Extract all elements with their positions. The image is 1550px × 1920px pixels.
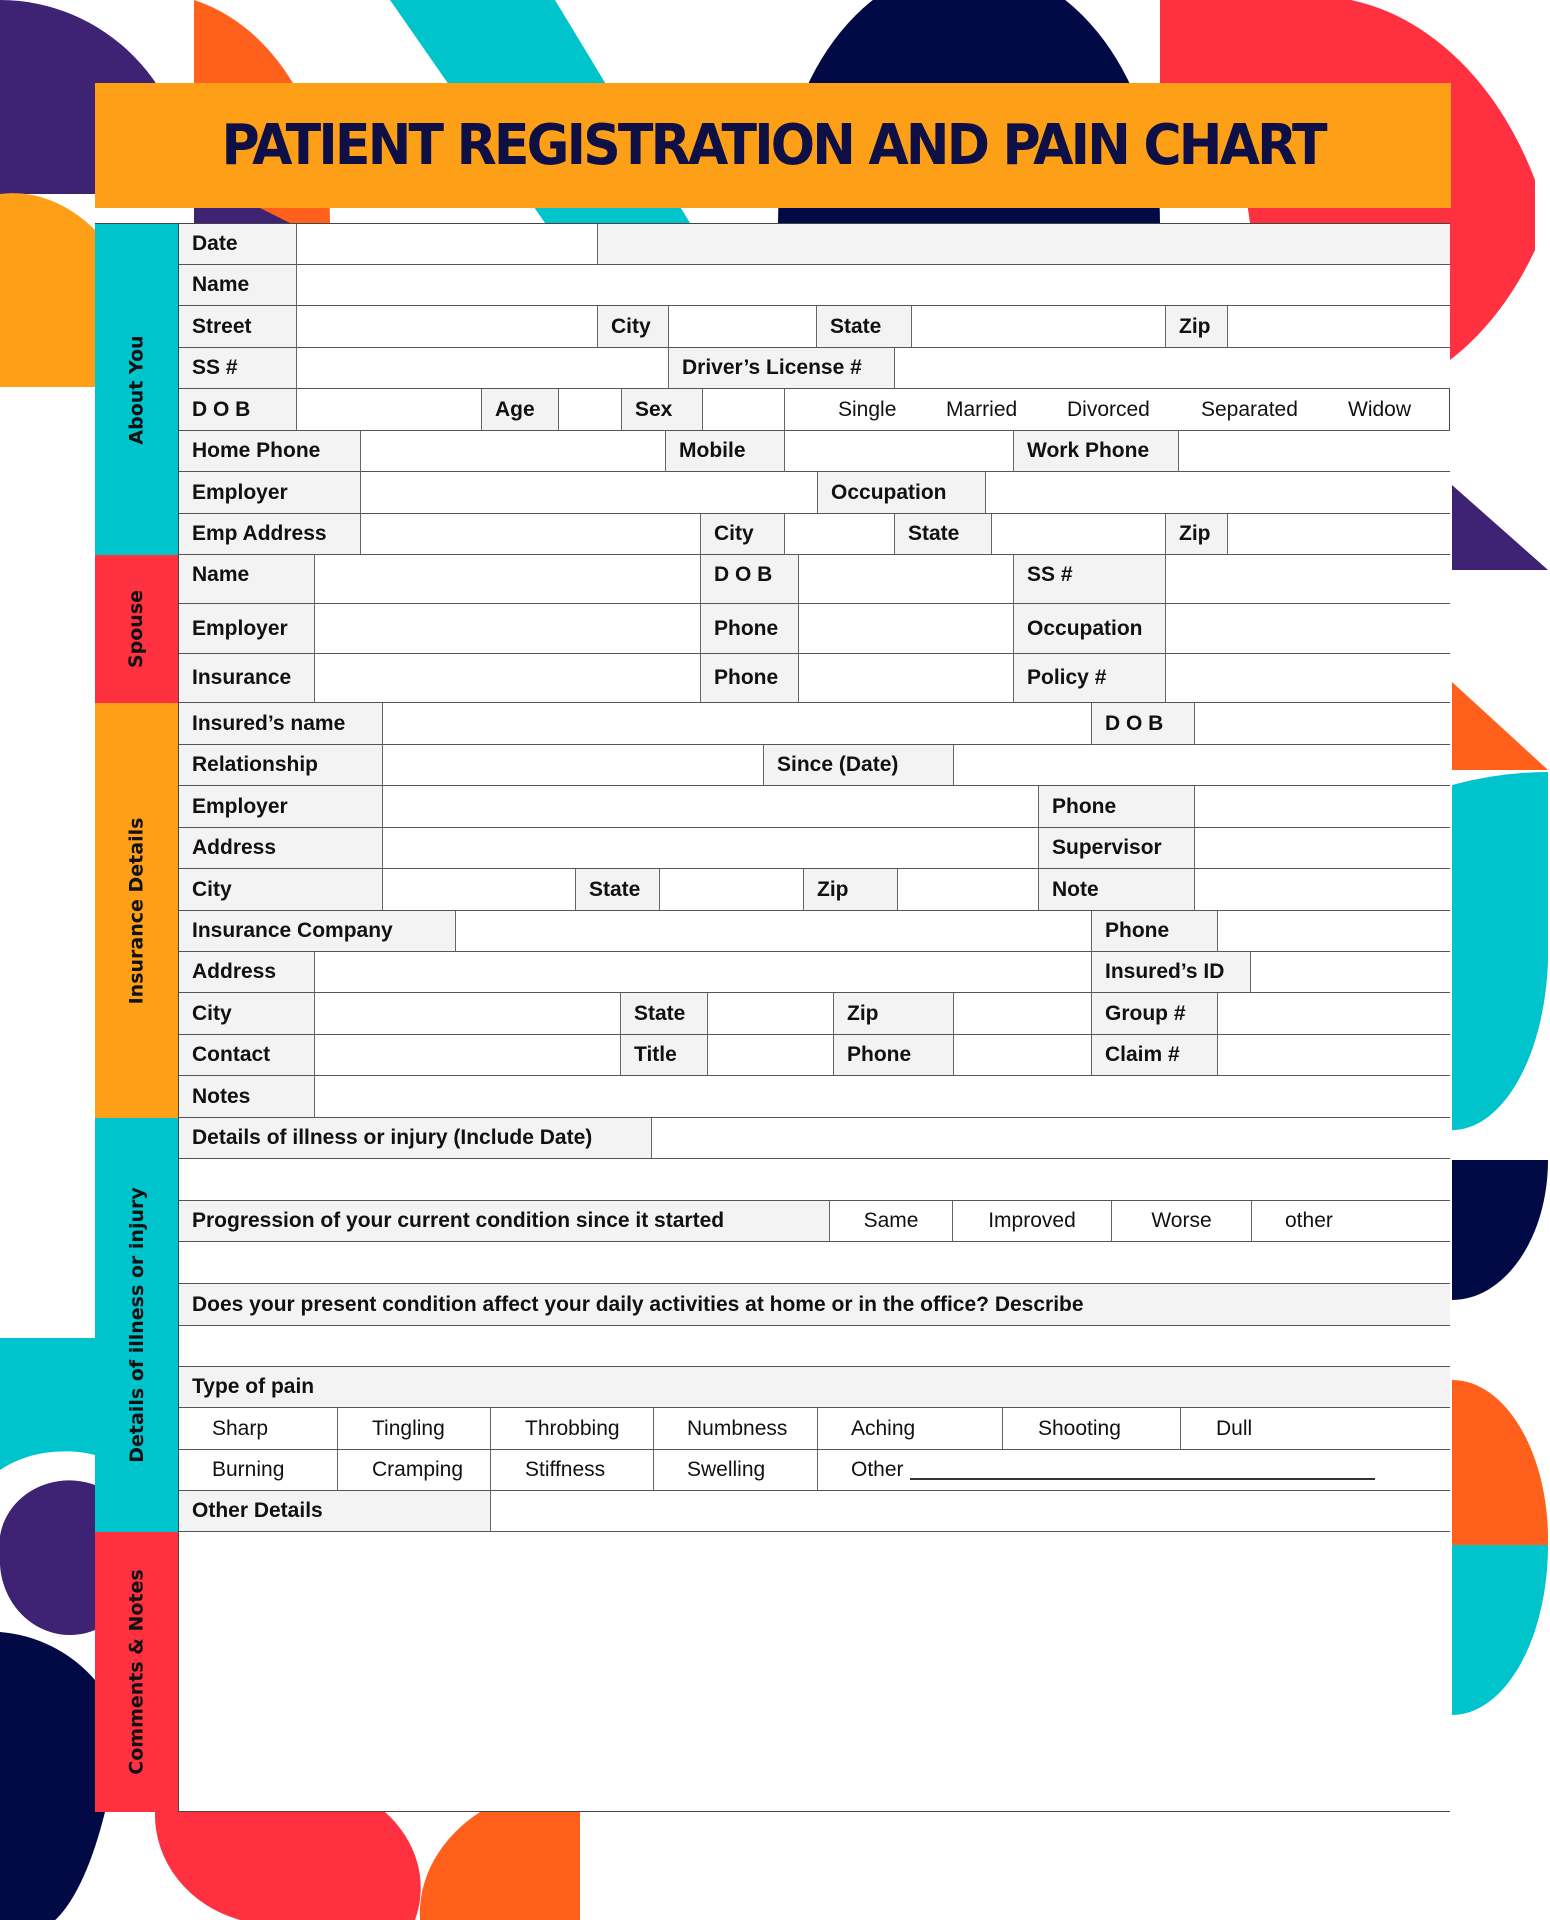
company-zip-field[interactable] bbox=[954, 993, 1092, 1035]
insured-employer-field[interactable] bbox=[383, 786, 1039, 828]
contact-phone-field[interactable] bbox=[954, 1035, 1092, 1076]
label-insured-city: City bbox=[179, 869, 383, 911]
title-field[interactable] bbox=[708, 1035, 834, 1076]
insured-zip-field[interactable] bbox=[898, 869, 1039, 911]
label-spouse-ss: SS # bbox=[1014, 555, 1166, 604]
employer-field[interactable] bbox=[361, 472, 818, 514]
home-phone-field[interactable] bbox=[361, 431, 666, 472]
shape-purple-triangle bbox=[1452, 485, 1548, 570]
insured-city-field[interactable] bbox=[383, 869, 576, 911]
shape-orange-triangle bbox=[1452, 682, 1548, 770]
label-notes: Notes bbox=[179, 1076, 315, 1118]
label-spouse-insurance: Insurance bbox=[179, 654, 315, 703]
label-emp-city: City bbox=[701, 514, 785, 555]
spouse-phone2-field[interactable] bbox=[799, 654, 1014, 703]
pain-option-other[interactable] bbox=[818, 1450, 1450, 1491]
insureds-id-field[interactable] bbox=[1251, 952, 1450, 993]
label-group: Group # bbox=[1092, 993, 1218, 1035]
label-dob: D O B bbox=[179, 389, 297, 431]
label-emp-state: State bbox=[895, 514, 992, 555]
title-banner bbox=[95, 83, 1451, 208]
progression-option-worse[interactable]: Worse bbox=[1112, 1201, 1252, 1242]
spouse-name-field[interactable] bbox=[315, 555, 701, 604]
work-phone-field[interactable] bbox=[1179, 431, 1450, 472]
label-other-details: Other Details bbox=[179, 1491, 491, 1532]
label-age: Age bbox=[482, 389, 559, 431]
occupation-field[interactable] bbox=[986, 472, 1450, 514]
supervisor-field[interactable] bbox=[1195, 828, 1450, 869]
contact-field[interactable] bbox=[315, 1035, 621, 1076]
comments-notes-area[interactable] bbox=[179, 1532, 1450, 1811]
label-spouse-employer: Employer bbox=[179, 604, 315, 654]
label-progression: Progression of your current condition since it started bbox=[179, 1201, 830, 1242]
shape-navy-left bbox=[0, 1632, 105, 1920]
spouse-dob-field[interactable] bbox=[799, 555, 1014, 604]
label-occupation: Occupation bbox=[818, 472, 986, 514]
insured-address-field[interactable] bbox=[383, 828, 1039, 869]
section-label: Comments & Notes bbox=[125, 1569, 148, 1775]
label-spouse-policy: Policy # bbox=[1014, 654, 1166, 703]
spouse-insurance-field[interactable] bbox=[315, 654, 701, 703]
marital-option-single[interactable]: Single bbox=[838, 397, 897, 421]
label-emp-address: Emp Address bbox=[179, 514, 361, 555]
daily-activities-field[interactable] bbox=[179, 1326, 1450, 1367]
label-company-zip: Zip bbox=[834, 993, 954, 1035]
label-city: City bbox=[598, 306, 669, 348]
label-insured-address: Address bbox=[179, 828, 383, 869]
pain-option-sharp[interactable]: Sharp bbox=[179, 1408, 338, 1450]
label-date: Date bbox=[179, 224, 297, 265]
label-illness-details: Details of illness or injury (Include Date) bbox=[179, 1118, 652, 1159]
label-spouse-name: Name bbox=[179, 555, 315, 604]
pain-other-underline-field[interactable] bbox=[910, 1460, 1375, 1480]
spouse-employer-field[interactable] bbox=[315, 604, 701, 654]
label-supervisor: Supervisor bbox=[1039, 828, 1195, 869]
label-spouse-phone2: Phone bbox=[701, 654, 799, 703]
zip-field[interactable] bbox=[1228, 306, 1450, 348]
spouse-occupation-field[interactable] bbox=[1166, 604, 1450, 654]
group-field[interactable] bbox=[1218, 993, 1450, 1035]
pain-option-stiffness[interactable]: Stiffness bbox=[491, 1450, 654, 1491]
label-street: Street bbox=[179, 306, 297, 348]
company-state-field[interactable] bbox=[708, 993, 834, 1035]
progression-line[interactable] bbox=[179, 1242, 1450, 1284]
shape-red-bottom bbox=[155, 1812, 290, 1920]
label-company-address: Address bbox=[179, 952, 315, 993]
section-illness bbox=[95, 1118, 179, 1532]
spouse-phone-field[interactable] bbox=[799, 604, 1014, 654]
claim-field[interactable] bbox=[1218, 1035, 1450, 1076]
insured-phone-field[interactable] bbox=[1195, 786, 1450, 828]
insureds-name-field[interactable] bbox=[383, 703, 1092, 745]
spouse-ss-field[interactable] bbox=[1166, 555, 1450, 604]
section-label: Spouse bbox=[125, 589, 148, 669]
marital-option-married[interactable]: Married bbox=[946, 397, 1018, 421]
insured-dob-field[interactable] bbox=[1195, 703, 1450, 745]
emp-state-field[interactable] bbox=[992, 514, 1166, 555]
marital-status-options bbox=[785, 389, 1450, 431]
relationship-field[interactable] bbox=[383, 745, 764, 786]
label-spouse-phone: Phone bbox=[701, 604, 799, 654]
illness-details-line[interactable] bbox=[179, 1159, 1450, 1201]
shape-teal-right bbox=[1452, 772, 1548, 1130]
pain-option-swelling[interactable]: Swelling bbox=[654, 1450, 818, 1491]
label-work-phone: Work Phone bbox=[1014, 431, 1179, 472]
ss-field[interactable] bbox=[297, 348, 669, 389]
label-insured-phone: Phone bbox=[1039, 786, 1195, 828]
label-company-phone: Phone bbox=[1092, 911, 1218, 952]
section-label: Details of illness or injury bbox=[125, 1187, 148, 1463]
emp-address-field[interactable] bbox=[361, 514, 701, 555]
shape-red-bottom2 bbox=[290, 1812, 421, 1920]
section-about-you bbox=[95, 223, 179, 555]
label-insured-dob: D O B bbox=[1092, 703, 1195, 745]
city-field[interactable] bbox=[669, 306, 817, 348]
pain-other-label: Other bbox=[851, 1458, 904, 1481]
sex-field[interactable] bbox=[703, 389, 785, 431]
label-contact: Contact bbox=[179, 1035, 315, 1076]
insured-state-field[interactable] bbox=[660, 869, 804, 911]
label-company-state: State bbox=[621, 993, 708, 1035]
section-label: About You bbox=[125, 334, 148, 445]
label-insureds-name: Insured’s name bbox=[179, 703, 383, 745]
label-spouse-occupation: Occupation bbox=[1014, 604, 1166, 654]
company-address-field[interactable] bbox=[315, 952, 1092, 993]
state-field[interactable] bbox=[912, 306, 1166, 348]
label-daily-activities: Does your present condition affect your daily activities at home or in the office? Describe bbox=[179, 1284, 1450, 1326]
name-field[interactable] bbox=[297, 265, 1450, 306]
section-spouse bbox=[95, 555, 179, 703]
company-city-field[interactable] bbox=[315, 993, 621, 1035]
label-insured-state: State bbox=[576, 869, 660, 911]
label-claim: Claim # bbox=[1092, 1035, 1218, 1076]
age-field[interactable] bbox=[559, 389, 622, 431]
spouse-policy-field[interactable] bbox=[1166, 654, 1450, 703]
shape-purple-left2 bbox=[0, 1480, 95, 1635]
label-insured-employer: Employer bbox=[179, 786, 383, 828]
pain-option-aching[interactable]: Aching bbox=[818, 1408, 1003, 1450]
shape-orangered-bottom bbox=[420, 1812, 580, 1920]
label-insurance-company: Insurance Company bbox=[179, 911, 456, 952]
page-title: PATIENT REGISTRATION AND PAIN CHART bbox=[221, 113, 1325, 178]
pain-option-numbness[interactable]: Numbness bbox=[654, 1408, 818, 1450]
section-comments bbox=[95, 1532, 179, 1812]
emp-city-field[interactable] bbox=[785, 514, 895, 555]
progression-option-same[interactable]: Same bbox=[830, 1201, 953, 1242]
progression-option-other[interactable]: other bbox=[1252, 1201, 1450, 1242]
label-spouse-dob: D O B bbox=[701, 555, 799, 604]
label-relationship: Relationship bbox=[179, 745, 383, 786]
marital-option-separated[interactable]: Separated bbox=[1201, 397, 1298, 421]
label-since: Since (Date) bbox=[764, 745, 954, 786]
mobile-field[interactable] bbox=[785, 431, 1014, 472]
pain-option-shooting[interactable]: Shooting bbox=[1003, 1408, 1181, 1450]
label-mobile: Mobile bbox=[666, 431, 785, 472]
shape-orange-left bbox=[0, 193, 95, 387]
marital-option-divorced[interactable]: Divorced bbox=[1067, 397, 1150, 421]
label-ss: SS # bbox=[179, 348, 297, 389]
pain-option-throbbing[interactable]: Throbbing bbox=[491, 1408, 654, 1450]
label-drivers-license: Driver’s License # bbox=[669, 348, 895, 389]
emp-zip-field[interactable] bbox=[1228, 514, 1450, 555]
other-details-field[interactable] bbox=[491, 1491, 1450, 1532]
section-insurance bbox=[95, 703, 179, 1118]
label-company-city: City bbox=[179, 993, 315, 1035]
label-zip: Zip bbox=[1166, 306, 1228, 348]
company-phone-field[interactable] bbox=[1218, 911, 1450, 952]
dob-field[interactable] bbox=[297, 389, 482, 431]
shape-teal-left bbox=[0, 1338, 95, 1470]
pain-option-tingling[interactable]: Tingling bbox=[338, 1408, 491, 1450]
drivers-license-field[interactable] bbox=[895, 348, 1450, 389]
progression-option-improved[interactable]: Improved bbox=[953, 1201, 1112, 1242]
pain-option-dull[interactable]: Dull bbox=[1181, 1408, 1450, 1450]
marital-option-widow[interactable]: Widow bbox=[1348, 397, 1412, 421]
label-home-phone: Home Phone bbox=[179, 431, 361, 472]
label-name: Name bbox=[179, 265, 297, 306]
label-insured-zip: Zip bbox=[804, 869, 898, 911]
insurance-company-field[interactable] bbox=[456, 911, 1092, 952]
note-field[interactable] bbox=[1195, 869, 1450, 911]
label-insureds-id: Insured’s ID bbox=[1092, 952, 1251, 993]
shape-teal-right-bottom bbox=[1452, 1545, 1548, 1715]
label-title: Title bbox=[621, 1035, 708, 1076]
label-employer: Employer bbox=[179, 472, 361, 514]
street-field[interactable] bbox=[297, 306, 598, 348]
label-emp-zip: Zip bbox=[1166, 514, 1228, 555]
shape-navy-right bbox=[1452, 1160, 1548, 1300]
pain-option-burning[interactable]: Burning bbox=[179, 1450, 338, 1491]
date-field[interactable] bbox=[297, 224, 598, 265]
section-label: Insurance Details bbox=[125, 817, 148, 1004]
since-field[interactable] bbox=[954, 745, 1450, 786]
pain-option-cramping[interactable]: Cramping bbox=[338, 1450, 491, 1491]
label-contact-phone: Phone bbox=[834, 1035, 954, 1076]
notes-field[interactable] bbox=[315, 1076, 1450, 1118]
shape-orangered-right bbox=[1452, 1380, 1548, 1545]
label-state: State bbox=[817, 306, 912, 348]
date-extra-cell bbox=[598, 224, 1450, 265]
label-sex: Sex bbox=[622, 389, 703, 431]
label-type-of-pain: Type of pain bbox=[179, 1367, 1450, 1408]
label-note: Note bbox=[1039, 869, 1195, 911]
illness-details-field[interactable] bbox=[652, 1118, 1450, 1159]
